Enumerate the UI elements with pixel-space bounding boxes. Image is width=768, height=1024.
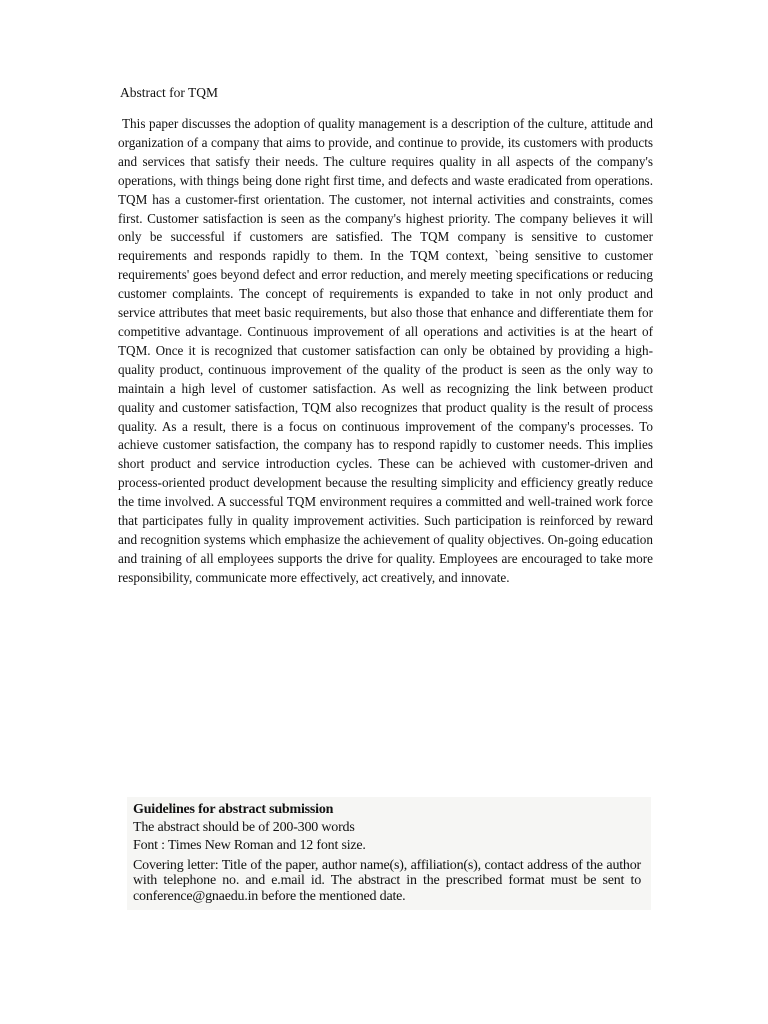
document-title: Abstract for TQM <box>120 85 218 100</box>
guideline-word-count: The abstract should be of 200-300 words <box>133 820 355 835</box>
guidelines-heading: Guidelines for abstract submission <box>133 802 334 817</box>
guidelines-box <box>127 797 651 910</box>
abstract-paragraph: This paper discusses the adoption of quality management is a description of the culture, attitude and organization of a company that aims to provide, and continue to provide, its customers with products and services that satisfy their needs. The culture requires quality in all aspects of the company's operations, with things being done right first time, and defects and waste eradicated from operations. TQM has a customer-first orientation. The customer, not internal activities and constraints, comes first. Customer satisfaction is seen as the company's highest priority. The company believes it will only be successful if customers are satisfied. The TQM company is sensitive to customer requirements and responds rapidly to them. In the TQM context, `being sensitive to customer requirements' goes beyond defect and error reduction, and merely meeting specifications or reducing customer complaints. The concept of requirements is expanded to take in not only product and service attributes that meet basic requirements, but also those that enhance and differentiate them for competitive advantage. Continuous improvement of all operations and activities is at the heart of TQM. Once it is recognized that customer satisfaction can only be obtained by providing a high-quality product, continuous improvement of the quality of the product is seen as the only way to maintain a high level of customer satisfaction. As well as recognizing the link between product quality and customer satisfaction, TQM also recognizes that product quality is the result of process quality. As a result, there is a focus on continuous improvement of the company's processes. To achieve customer satisfaction, the company has to respond rapidly to customer needs. This implies short product and service introduction cycles. These can be achieved with customer-driven and process-oriented product development because the resulting simplicity and efficiency greatly reduce the time involved. A successful TQM environment requires a committed and well-trained work force that participates fully in quality improvement activities. Such participation is reinforced by reward and recognition systems which emphasize the achievement of quality objectives. On-going education and training of all employees supports the drive for quality. Employees are encouraged to take more responsibility, communicate more effectively, act creatively, and innovate. <box>118 116 653 585</box>
guideline-font: Font : Times New Roman and 12 font size. <box>133 837 366 853</box>
guideline-covering-letter: Covering letter: Title of the paper, author name(s), affiliation(s), contact address of the author with telephone no. and e.mail id. The abstract in the prescribed format must be sent to conference@gnaedu.in before the mentioned date. <box>133 857 641 904</box>
